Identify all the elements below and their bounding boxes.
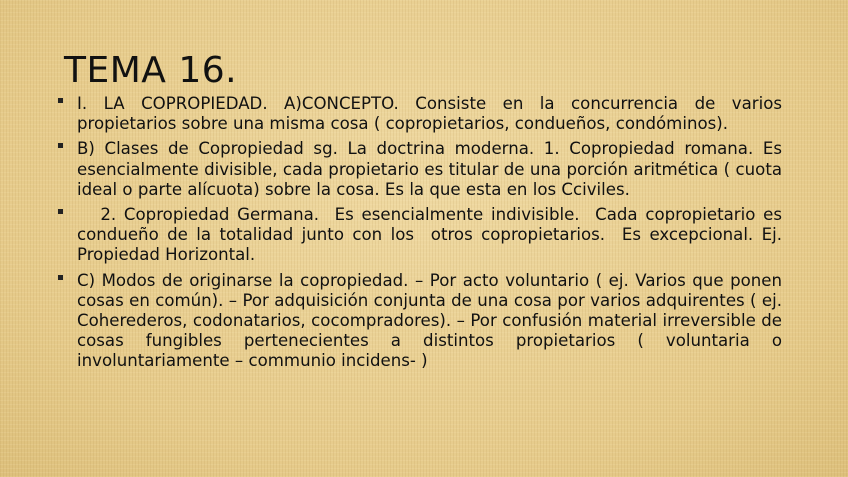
bullet-item-clases (58, 139, 782, 200)
bullet-list (58, 94, 788, 377)
bullet-text: 2. Copropiedad Germana. Es esencialmente indivisible. Cada copropietario es condueño de la totalidad junto con los otros copropietarios. Es excepcional. Ej. Propiedad Horizontal. (77, 205, 788, 265)
bullet-item-modos (58, 271, 782, 372)
bullet-text: B) Clases de Copropiedad sg. La doctrina moderna. 1. Copropiedad romana. Es esencialmente divisible, cada propietario es titular de una porción aritmética ( cuota ideal o parte alícuota) sobre la cosa. Es la que esta en los Cciviles. (77, 139, 782, 199)
bullet-icon (58, 98, 63, 103)
bullet-icon (58, 209, 63, 214)
bullet-icon (58, 275, 63, 280)
bullet-text: I. LA COPROPIEDAD. A)CONCEPTO. Consiste en la concurrencia de varios propietarios sobre una misma cosa ( copropietarios, condueños, condóminos). (77, 94, 782, 134)
bullet-icon (58, 143, 63, 148)
slide-title: TEMA 16. (64, 50, 238, 91)
bullet-text: C) Modos de originarse la copropiedad. – Por acto voluntario ( ej. Varios que ponen cosas en común). – Por adquisición conjunta de una cosa por varios adquirentes ( ej. Coherederos, codonatarios, cocompradores). – Por confusión material irreversible de cosas fungibles pertenecientes a distintos propietarios ( voluntaria o involuntariamente – communio incidens- ) (77, 270, 782, 371)
bullet-item-concepto (58, 94, 782, 134)
bullet-item-germana (58, 205, 788, 266)
